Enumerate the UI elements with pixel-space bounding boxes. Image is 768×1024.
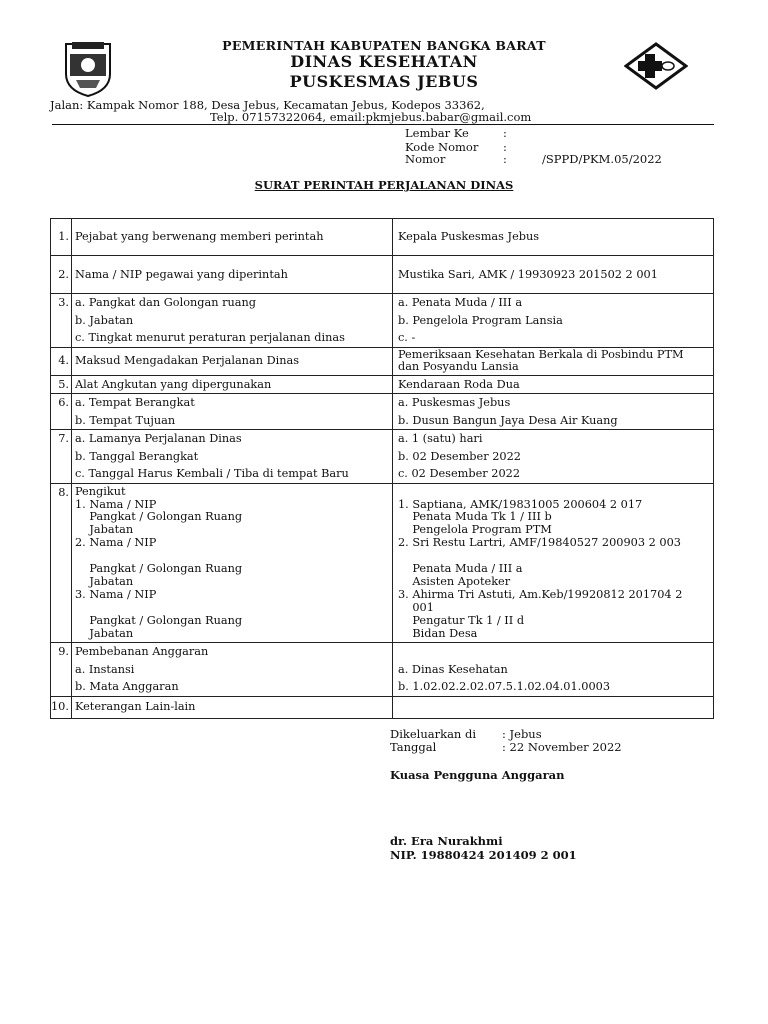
nomor-label: Nomor [405,152,446,166]
pengikut-label-line: Pangkat / Golongan Ruang [74,613,243,627]
row-value: a. Penata Muda / III a [397,296,523,309]
row-number: 7. [58,432,69,445]
pengikut-value-line: Penata Muda Tk 1 / III b [397,510,552,524]
row-label: a. Pangkat dan Golongan ruang [74,296,257,309]
row-label: b. Tanggal Berangkat [74,449,199,463]
header-divider [52,124,714,125]
row-label: Keterangan Lain-lain [74,699,196,713]
signatory-role: Kuasa Pengguna Anggaran [390,768,565,782]
row-number: 3. [58,296,69,309]
issued-label: Dikeluarkan di [390,727,477,741]
header-address: Jalan: Kampak Nomor 188, Desa Jebus, Kecamatan Jebus, Kodepos 33362, [50,98,485,112]
row-number: 6. [58,396,69,409]
kode-label: Kode Nomor [405,140,479,154]
row-number: 8. [58,485,69,499]
row-number: 4. [58,353,69,367]
sppd-table [50,218,714,719]
row-label: c. Tanggal Harus Kembali / Tiba di tempat Baru [74,467,349,480]
issued-value: : Jebus [502,727,542,741]
row-label: a. Lamanya Perjalanan Dinas [74,432,242,445]
date-label: Tanggal [390,740,437,754]
lembar-colon: : [503,126,507,140]
header-office: PUSKESMAS JEBUS [289,72,479,91]
pengikut-value-line: Pengelola Program PTM [397,523,552,537]
row-label: c. Tingkat menurut peraturan perjalanan dinas [74,331,345,344]
pengikut-value-line: Bidan Desa [397,626,478,640]
row-label: Pembebanan Anggaran [74,645,209,659]
row-number: 1. [58,230,69,243]
header-government: PEMERINTAH KABUPATEN BANGKA BARAT [222,38,546,53]
row-value: b. 1.02.02.2.02.07.5.1.02.04.01.0003 [397,680,611,694]
row-value: Kepala Puskesmas Jebus [397,230,540,243]
header-agency: DINAS KESEHATAN [290,52,478,71]
header-contact: Telp. 07157322064, email:pkmjebus.babar@gmail.com [210,110,532,124]
pengikut-values [395,499,713,643]
row-value: b. 02 Desember 2022 [397,449,521,463]
row-value: Kendaraan Roda Dua [397,377,520,391]
pengikut-value-line: Pengatur Tk 1 / II d [397,613,525,627]
row-label: Pejabat yang berwenang memberi perintah [74,230,324,243]
row-value: Pemeriksaan Kesehatan Berkala di Posbindu PTM [397,347,684,361]
date-value: : 22 November 2022 [502,740,622,754]
pengikut-value-line: Penata Muda / III a [397,562,523,576]
row-number: 9. [58,645,69,659]
row-label: Pengikut [74,484,126,498]
pengikut-label-line: Jabatan [74,574,134,588]
row-label: a. Instansi [74,662,135,676]
row-value: c. - [397,331,416,344]
signatory-name: dr. Era Nurakhmi [390,834,503,848]
row-number: 5. [58,377,69,391]
pengikut-value-line: 3. Ahirma Tri Astuti, Am.Keb/19920812 201704 2 [397,587,683,601]
row-value: dan Posyandu Lansia [397,359,519,373]
pengikut-label-line: Jabatan [74,626,134,640]
row-number: 2. [58,268,69,281]
row-value: a. 1 (satu) hari [397,432,483,445]
pengikut-label-line: Pangkat / Golongan Ruang [74,510,243,524]
pengikut-value-line: 1. Saptiana, AMK/19831005 200604 2 017 [397,497,643,511]
row-value: b. Pengelola Program Lansia [397,313,563,327]
pengikut-value-line: 2. Sri Restu Lartri, AMF/19840527 200903 2 003 [397,536,681,550]
row-label: Nama / NIP pegawai yang diperintah [74,268,288,281]
pengikut-value-line: Asisten Apoteker [397,574,511,588]
pengikut-value-line: 001 [397,600,434,614]
row-value: Mustika Sari, AMK / 19930923 201502 2 001 [397,268,658,281]
pengikut-label-line: 1. Nama / NIP [74,497,157,511]
signatory-nip: NIP. 19880424 201409 2 001 [390,848,577,862]
pengikut-label-line: Jabatan [74,523,134,537]
row-value: a. Puskesmas Jebus [397,396,511,409]
row-label: b. Jabatan [74,313,134,327]
pengikut-label-line: 2. Nama / NIP [74,536,157,550]
nomor-colon: : [503,152,507,166]
row-value: b. Dusun Bangun Jaya Desa Air Kuang [397,413,618,427]
row-value: c. 02 Desember 2022 [397,467,521,480]
pengikut-label-line [75,602,392,615]
row-label: b. Tempat Tujuan [74,413,176,427]
pengikut-labels [72,499,392,643]
pengikut-label-line: Pangkat / Golongan Ruang [74,562,243,576]
row-value: a. Dinas Kesehatan [397,662,508,676]
row-number: 10. [51,699,69,713]
row-label: b. Mata Anggaran [74,680,179,694]
pengikut-label-line: 3. Nama / NIP [74,587,157,601]
row-label: Maksud Mengadakan Perjalanan Dinas [74,353,300,367]
kode-colon: : [503,140,507,154]
lembar-label: Lembar Ke [405,126,469,140]
nomor-value: /SPPD/PKM.05/2022 [542,152,662,166]
row-label: Alat Angkutan yang dipergunakan [74,377,272,391]
row-label: a. Tempat Berangkat [74,396,195,409]
document-title: SURAT PERINTAH PERJALANAN DINAS [254,178,514,192]
